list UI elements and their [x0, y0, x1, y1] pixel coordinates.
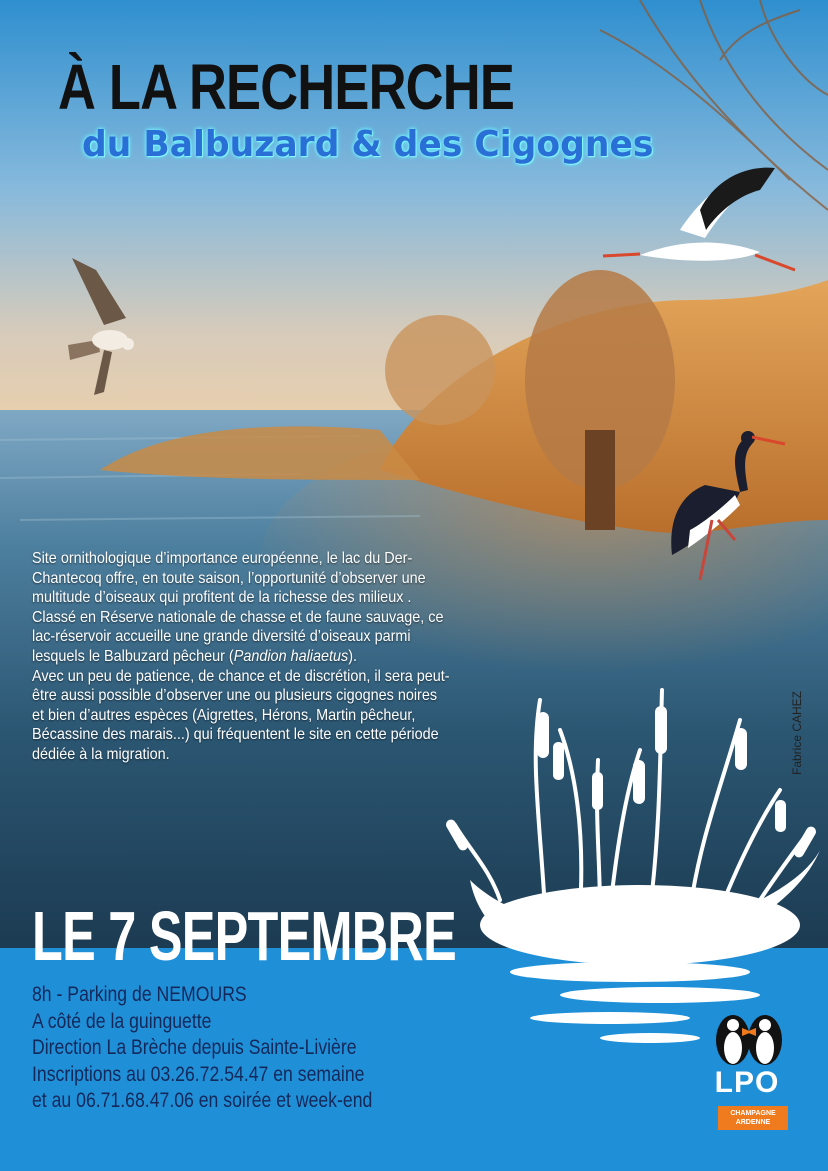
lpo-region-badge: CHAMPAGNE ARDENNE	[718, 1106, 788, 1130]
info-landmark: A côté de la guinguette	[32, 1009, 212, 1033]
poster-subtitle: du Balbuzard & des Cigognes	[82, 124, 654, 165]
description-paragraph-2: Classé en Réserve nationale de chasse et de faune sauvage, ce lac-réservoir accueille une grande diversité d’oiseaux parmi lesquels le Balbuzard pêcheur (Pandion haliaetus).	[32, 608, 444, 665]
photo-credit: Fabrice CAHEZ	[790, 690, 804, 775]
info-time-place: 8h - Parking de NEMOURS	[32, 983, 247, 1006]
description	[32, 549, 451, 765]
info-direction: Direction La Brèche depuis Sainte-Livière	[32, 1036, 357, 1059]
poster-title: À LA RECHERCHE	[58, 51, 514, 123]
lpo-logo-text: LPO	[714, 1066, 780, 1099]
species-latin-name: Pandion haliaetus	[233, 647, 349, 665]
description-paragraph-3: Avec un peu de patience, de chance et de discrétion, il sera peut-être aussi possible d’observer une ou plusieurs cigognes noires et bien d’autres espèces (Aigrettes, Hérons, Martin pêcheur, Bécassine des marais...) qui fréquentent le site en cette période dédiée à la migration.	[32, 667, 450, 763]
description-paragraph-1: Site ornithologique d’importance européenne, le lac du Der-Chantecoq offre, en toute saison, l’opportunité d’observer une multitude d’oiseaux qui profitent de la richesse des milieux .	[32, 550, 426, 607]
info-phone-evening: et au 06.71.68.47.06 en soirée et week-end	[32, 1089, 373, 1112]
info-phone-weekday: Inscriptions au 03.26.72.54.47 en semaine	[32, 1062, 365, 1086]
event-info	[32, 982, 372, 1115]
event-date: LE 7 SEPTEMBRE	[32, 897, 457, 975]
